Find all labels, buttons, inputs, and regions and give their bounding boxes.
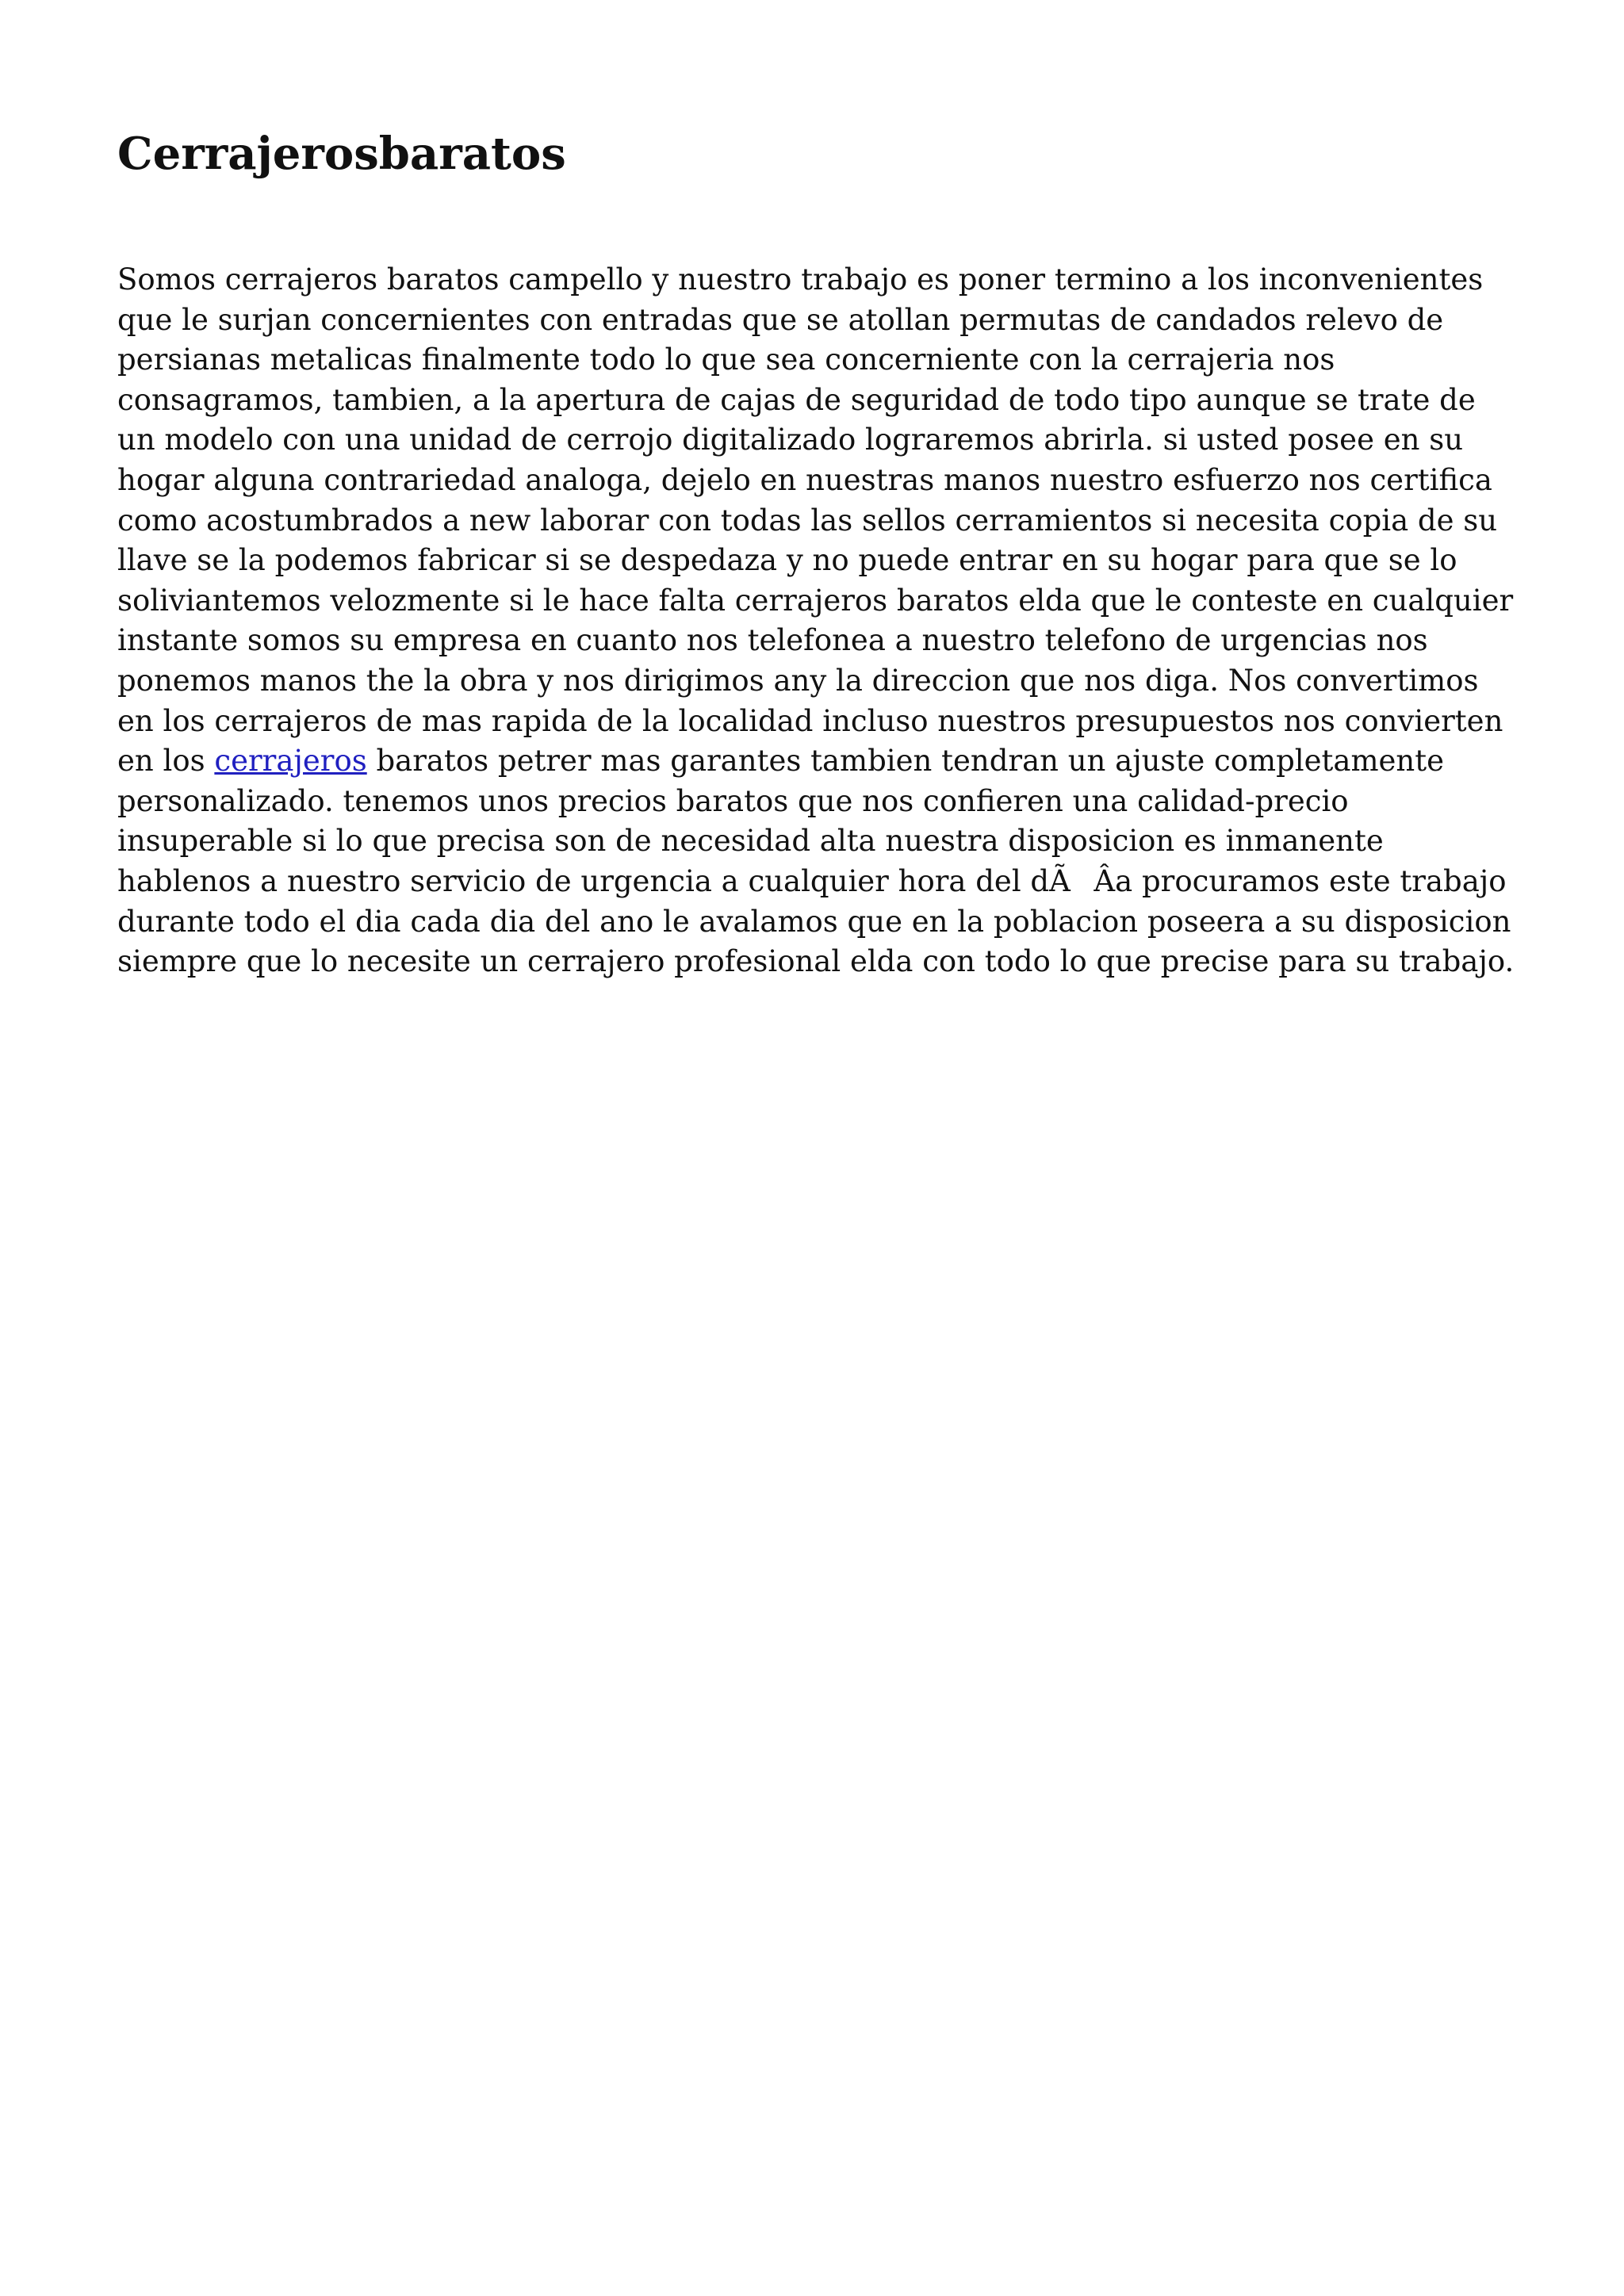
- body-paragraph: [117, 260, 1521, 982]
- paragraph-text-after-link: baratos petrer mas garantes tambien tendran un ajuste completamente personalizado. tenemos unos precios baratos que nos confieren una calidad-precio insuperable si lo que precisa son de necesidad alta nuestra disposicion es inmanente hablenos a nuestro servicio de urgencia a cualquier hora del dÃÂa procuramos este trabajo durante todo el dia cada dia del ano le avalamos que en la poblacion poseera a su disposicion siempre que lo necesite un cerrajero profesional elda con todo lo que precise para su trabajo.: [117, 744, 1515, 979]
- paragraph-text-before-link: Somos cerrajeros baratos campello y nuestro trabajo es poner termino a los inconvenientes que le surjan concernientes con entradas que se atollan permutas de candados relevo de persianas metalicas finalmente todo lo que sea concerniente con la cerrajeria nos consagramos, tambien, a la apertura de cajas de seguridad de todo tipo aunque se trate de un modelo con una unidad de cerrojo digitalizado lograremos abrirla. si usted posee en su hogar alguna contrariedad analoga, dejelo en nuestras manos nuestro esfuerzo nos certifica como acostumbrados a new laborar con todas las sellos cerramientos si necesita copia de su llave se la podemos fabricar si se despedaza y no puede entrar en su hogar para que se lo soliviantemos velozmente si le hace falta cerrajeros baratos elda que le conteste en cualquier instante somos su empresa en cuanto nos telefonea a nuestro telefono de urgencias nos ponemos manos the la obra y nos dirigimos any la direccion que nos diga. Nos convertimos en los cerrajeros de mas rapida de la localidad incluso nuestros presupuestos nos convierten en los: [117, 262, 1514, 779]
- document-page: [117, 0, 1521, 982]
- cerrajeros-link[interactable]: cerrajeros: [214, 744, 367, 779]
- page-title: Cerrajerosbaratos: [117, 128, 566, 180]
